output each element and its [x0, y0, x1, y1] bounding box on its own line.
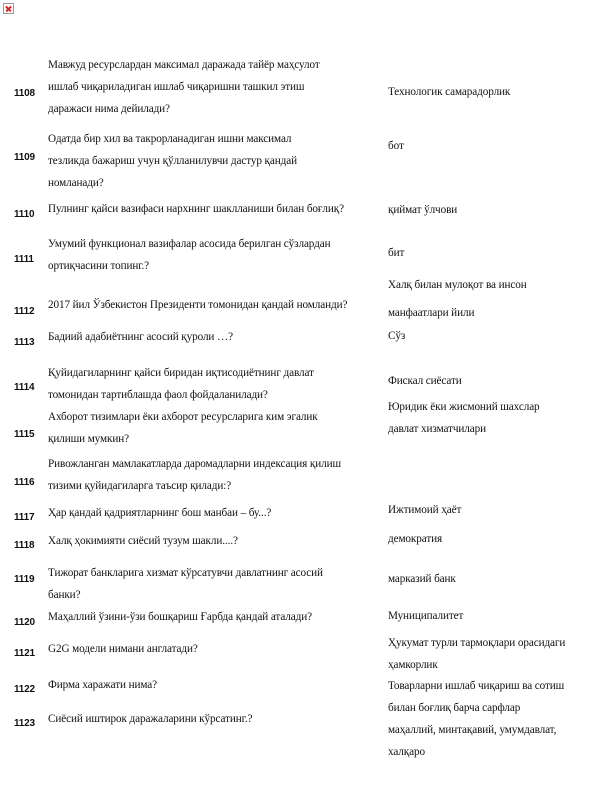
row-number: 1117	[14, 512, 35, 523]
answer-text: билан боғлиқ барча сарфлар	[388, 702, 521, 714]
question-text: Ҳар қандай қадриятларнинг бош манбаи – бу...?	[48, 507, 272, 519]
question-text: Пулнинг қайси вазифаси нархнинг шаклланиши билан боғлиқ?	[48, 203, 344, 215]
answer-text: ҳамкорлик	[388, 659, 438, 671]
question-text: Маҳаллий ўзини-ўзи бошқариш Ғарбда қандай аталади?	[48, 611, 312, 623]
question-text: ишлаб чиқариладиган ишлаб чиқаришни ташкил этиш	[48, 81, 305, 93]
row-number: 1120	[14, 617, 35, 628]
question-text: Бадиий адабиётнинг асосий қуроли …?	[48, 331, 233, 343]
question-text: даражаси нима дейилади?	[48, 103, 170, 115]
answer-text: Муниципалитет	[388, 610, 464, 622]
question-text: тезликда бажариш учун қўлланилувчи дастур қандай	[48, 155, 297, 167]
row-number: 1114	[14, 382, 35, 393]
answer-text: Халқ билан мулоқот ва инсон	[388, 279, 527, 291]
answer-text: Юридик ёки жисмоний шахслар	[388, 401, 540, 413]
answer-text: Ҳукумат турли тармоқлари орасидаги	[388, 637, 566, 649]
question-text: номланади?	[48, 177, 104, 189]
row-number: 1122	[14, 684, 35, 695]
question-text: Тижорат банкларига хизмат кўрсатувчи давлатнинг асосий	[48, 567, 323, 579]
question-text: тизими қуйидагиларга таъсир қилади:?	[48, 480, 232, 492]
question-text: Сиёсий иштирок даражаларини кўрсатинг.?	[48, 713, 253, 725]
answer-text: маҳаллий, минтақавий, умумдавлат,	[388, 724, 557, 736]
answer-text: қиймат ўлчови	[388, 204, 458, 216]
question-text: Умумий функционал вазифалар асосида берилган сўзлардан	[48, 238, 331, 250]
question-text: Мавжуд ресурслардан максимал даражада тайёр маҳсулот	[48, 59, 320, 71]
question-text: Халқ ҳокимияти сиёсий тузум шакли....?	[48, 535, 238, 547]
broken-image-icon	[3, 3, 14, 14]
row-number: 1119	[14, 574, 35, 585]
answer-text: демократия	[388, 533, 443, 545]
question-text: томонидан тартиблашда фаол фойдаланилади?	[48, 389, 268, 401]
question-text: қилиши мумкин?	[48, 433, 129, 445]
question-text: Қуйидагиларнинг қайси биридан иқтисодиётнинг давлат	[48, 367, 314, 379]
row-number: 1110	[14, 209, 35, 220]
row-number: 1113	[14, 337, 35, 348]
row-number: 1118	[14, 540, 35, 551]
question-text: ортиқчасини топинг.?	[48, 260, 150, 272]
row-number: 1109	[14, 152, 35, 163]
question-text: Фирма харажати нима?	[48, 679, 157, 691]
row-number: 1112	[14, 306, 35, 317]
question-text: 2017 йил Ўзбекистон Президенти томонидан қандай номланди?	[48, 299, 348, 311]
question-text: Ахборот тизимлари ёки ахборот ресурсларига ким эгалик	[48, 411, 318, 423]
answer-text: бит	[388, 247, 405, 259]
row-number: 1115	[14, 429, 35, 440]
row-number: 1123	[14, 718, 35, 729]
answer-text: Товарларни ишлаб чиқариш ва сотиш	[388, 680, 565, 692]
question-text: банки?	[48, 589, 81, 601]
answer-text: Сўз	[388, 330, 406, 342]
question-text: G2G модели нимани англатади?	[48, 643, 198, 655]
answer-text: Технологик самарадорлик	[388, 86, 511, 98]
question-text: Одатда бир хил ва такрорланадиган ишни максимал	[48, 133, 292, 145]
answer-text: халқаро	[388, 746, 425, 758]
question-text: Ривожланган мамлакатларда даромадларни индексация қилиш	[48, 458, 342, 470]
answer-text: манфаатлари йили	[388, 307, 475, 319]
answer-text: Ижтимоий ҳаёт	[388, 504, 462, 516]
row-number: 1108	[14, 88, 35, 99]
row-number: 1121	[14, 648, 35, 659]
answer-text: бот	[388, 140, 404, 152]
row-number: 1116	[14, 477, 35, 488]
answer-text: давлат хизматчилари	[388, 423, 486, 435]
row-number: 1111	[14, 254, 34, 265]
answer-text: Фискал сиёсати	[388, 375, 462, 387]
answer-text: марказий банк	[388, 573, 456, 585]
